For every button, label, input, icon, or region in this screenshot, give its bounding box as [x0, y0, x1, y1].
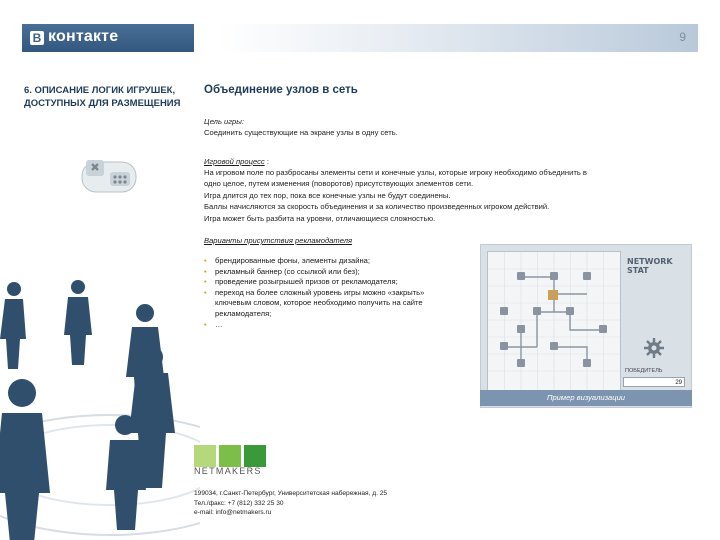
header-gradient — [218, 24, 698, 52]
bullet-text: брендированные фоны, элементы дизайна; — [215, 256, 370, 265]
bullet-text: … — [215, 319, 223, 329]
phone-line: Тел./факс: +7 (812) 332 25 30 — [194, 499, 284, 507]
process-line: Игра длится до тех пор, пока все конечные узлы не будут соединены. — [204, 190, 451, 200]
game-screenshot — [480, 244, 692, 408]
address-line: 199034, г.Санкт-Петербург, Университетская набережная, д. 25 — [194, 490, 388, 497]
gear-icon — [643, 337, 665, 359]
process-label: Игровой процесс — [204, 157, 265, 166]
gamepad-icon — [78, 152, 140, 198]
people-network-illustration — [0, 265, 200, 540]
process-line: Баллы начисляются за скорость объединения и за количество произведенных игроком действий. — [204, 202, 550, 212]
company-name: NETMAKERS — [194, 466, 262, 476]
section-title: 6. ОПИСАНИЕ ЛОГИК ИГРУШЕК, ДОСТУПНЫХ ДЛЯ РАЗМЕЩЕНИЯ — [24, 85, 181, 109]
header-bar — [22, 24, 698, 52]
process-line: На игровом поле по разбросаны элементы сети и конечные узлы, которые игроку необходимо объединить в — [204, 168, 587, 177]
contact-block — [194, 489, 387, 518]
bullet-text: проведение розыгрышей призов от рекламодателя; — [215, 277, 398, 287]
process-heading — [204, 156, 684, 167]
sponsor-list — [204, 256, 449, 330]
vk-logo-panel — [22, 24, 194, 52]
bullet-icon: • — [204, 266, 207, 276]
list-item — [204, 288, 449, 320]
process-colon: : — [266, 157, 269, 166]
sponsor-label: Варианты присутствия рекламодателя — [204, 236, 353, 245]
list-item — [204, 256, 449, 267]
game-sidebar — [623, 251, 687, 389]
list-item — [204, 267, 449, 278]
vk-logo-icon: B — [30, 31, 44, 45]
bullet-icon: • — [204, 287, 207, 297]
score-label: ПОБЕДИТЕЛЬ — [625, 368, 663, 374]
process-line: одно целое, путем изменения (поворотов) присутствующих элементов сети. — [204, 179, 474, 189]
bullet-text: переход на более сложный уровень игры можно «закрыть» ключевым словом, которое необходимо получить на сайте рекламодателя; — [215, 287, 425, 318]
score-field: 29 — [623, 377, 685, 387]
main-title: Объединение узлов в сеть — [204, 84, 358, 96]
goal-label: Цель игры: — [204, 117, 244, 126]
email-line: e-mail: info@netmakers.ru — [194, 509, 272, 517]
bullet-text: рекламный баннер (со ссылкой или без); — [215, 266, 360, 276]
game-logo: NETWORK STAT — [627, 257, 673, 275]
vk-logo-text: контакте — [48, 28, 119, 45]
list-item — [204, 320, 449, 331]
caption: Пример визуализации — [480, 390, 692, 406]
process-line: Игра может быть разбита на уровни, отличающиеся сложностью. — [204, 213, 436, 223]
bullet-icon: • — [204, 319, 207, 329]
game-field — [487, 251, 621, 391]
page-number: 9 — [679, 30, 686, 44]
list-item — [204, 277, 449, 288]
bullet-icon: • — [204, 256, 207, 265]
bullet-icon: • — [204, 277, 207, 287]
goal-text: Соединить существующие на экране узлы в одну сеть. — [204, 128, 398, 137]
